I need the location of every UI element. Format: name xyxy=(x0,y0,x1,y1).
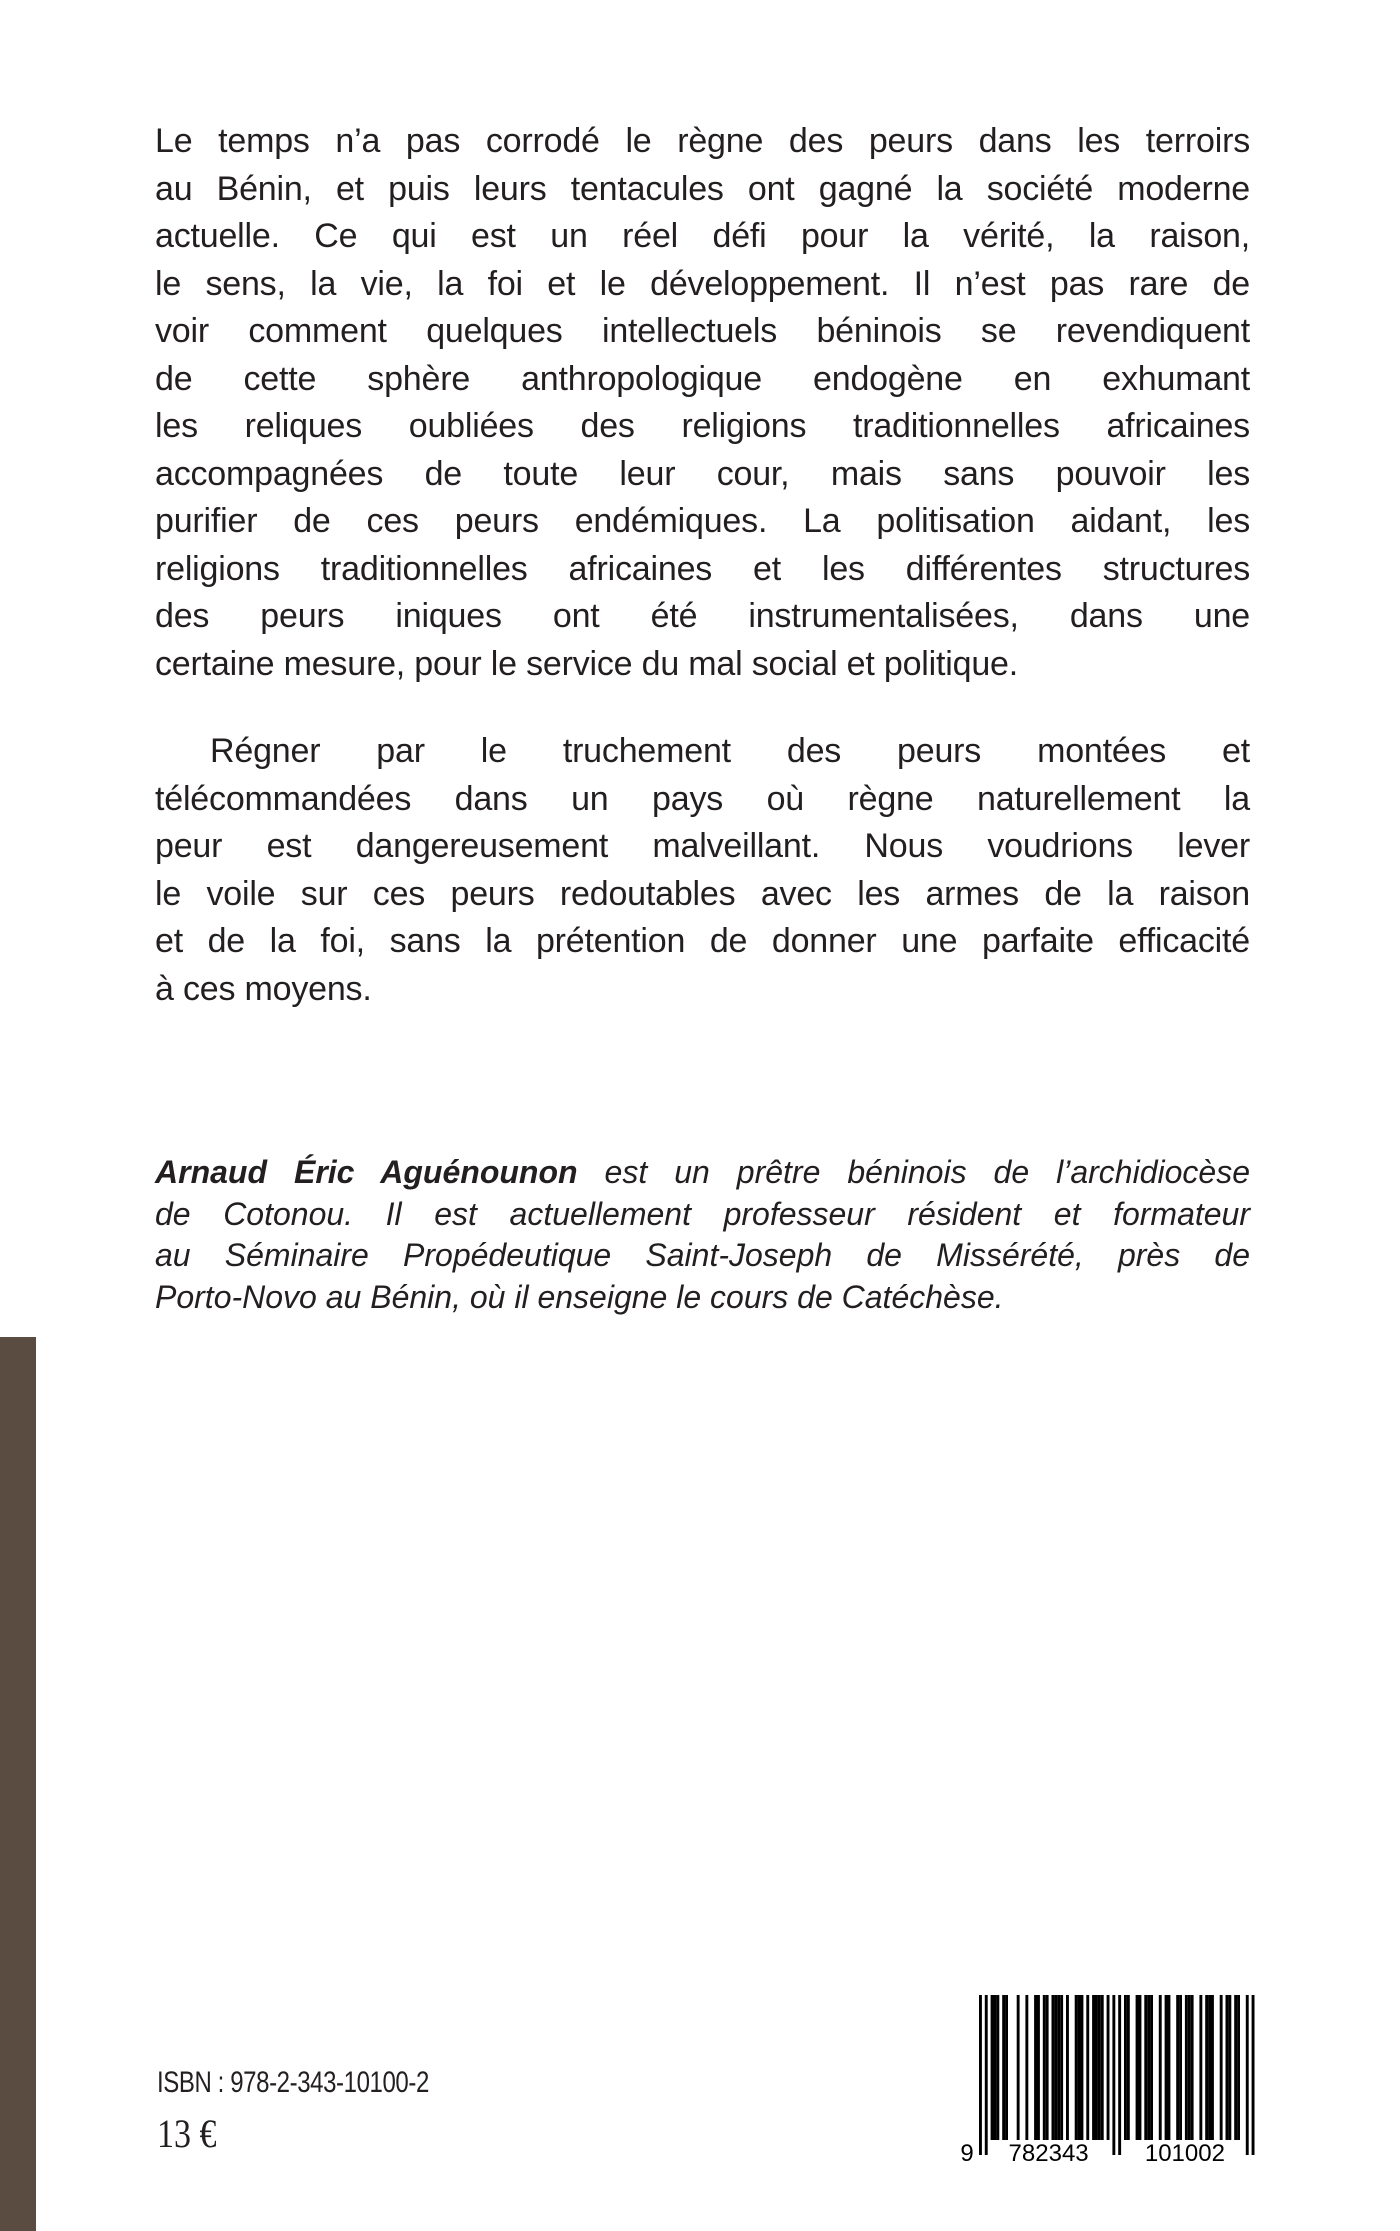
barcode-bar xyxy=(1037,1995,1040,2140)
text-line: le voile sur ces peurs redoutables avec les armes de la raison xyxy=(155,874,1250,913)
barcode-bar xyxy=(991,1995,994,2140)
barcode-bar xyxy=(1086,1995,1089,2140)
barcode-bar xyxy=(1092,1995,1095,2140)
barcode-bar xyxy=(1112,1995,1115,2155)
barcode-bar xyxy=(1101,1995,1104,2140)
price: 13 € xyxy=(157,2111,217,2156)
barcode-bar xyxy=(994,1995,997,2140)
spine-color-bar xyxy=(0,1337,36,2231)
barcode-bar xyxy=(1081,1995,1084,2140)
text-line: les reliques oubliées des religions traditionnelles africaines xyxy=(155,407,1250,445)
barcode-bar xyxy=(1066,1995,1069,2140)
barcode-bar xyxy=(1002,1995,1005,2140)
barcode-bar xyxy=(1208,1995,1211,2140)
barcode-bar xyxy=(1127,1995,1130,2140)
barcode-bar xyxy=(1046,1995,1049,2140)
barcode-bar xyxy=(1118,1995,1121,2155)
barcode-bar xyxy=(1188,1995,1191,2140)
barcode-bar xyxy=(1078,1995,1081,2140)
barcode-bar xyxy=(1060,1995,1063,2140)
text-line: Régner par le truchement des peurs montées et xyxy=(210,732,1250,770)
barcode-bar xyxy=(979,1995,982,2155)
barcode-bar xyxy=(1176,1995,1179,2140)
barcode-digits: 9 xyxy=(960,2140,974,2165)
text-line: le sens, la vie, la foi et le développement. Il n’est pas rare de xyxy=(155,264,1250,303)
barcode-bar xyxy=(1199,1995,1202,2140)
barcode-digits: 101002 xyxy=(1144,2140,1225,2165)
barcode-bar xyxy=(1150,1995,1153,2140)
barcode-bar xyxy=(1025,1995,1028,2140)
barcode-bar xyxy=(1246,1995,1249,2155)
barcode-bar xyxy=(1043,1995,1046,2140)
barcode-bar xyxy=(985,1995,988,2155)
barcode-bar xyxy=(1098,1995,1101,2140)
blurb-paragraph-2 xyxy=(155,728,1250,1013)
text-line: au Bénin, et puis leurs tentacules ont gagné la société moderne xyxy=(155,169,1250,208)
text-line: certaine mesure, pour le service du mal social et politique. xyxy=(155,644,1018,683)
bio-line: au Séminaire Propédeutique Saint-Joseph de Missérété, près de xyxy=(155,1237,1250,1274)
barcode-bar xyxy=(1220,1995,1223,2140)
text-line: actuelle. Ce qui est un réel défi pour la vérité, la raison, xyxy=(155,217,1250,255)
barcode-bar xyxy=(1205,1995,1208,2140)
text-line: et de la foi, sans la prétention de donner une parfaite efficacité xyxy=(155,922,1250,960)
barcode-bar xyxy=(1005,1995,1008,2140)
text-line: voir comment quelques intellectuels béninois se revendiquent xyxy=(155,312,1250,350)
text-line: peur est dangereusement malveillant. Nous voudrions lever xyxy=(155,827,1250,865)
barcode-bar xyxy=(1139,1995,1142,2140)
barcode-bar xyxy=(1095,1995,1098,2140)
bio-line: Porto-Novo au Bénin, où il enseigne le cours de Catéchèse. xyxy=(155,1279,1004,1316)
barcode-bar xyxy=(1168,1995,1171,2140)
isbn-text: ISBN : 978-2-343-10100-2 xyxy=(157,2066,429,2099)
barcode-digits: 782343 xyxy=(1008,2140,1089,2165)
barcode-bar xyxy=(1234,1995,1237,2140)
barcode-bar xyxy=(1237,1995,1240,2140)
barcode-bar xyxy=(1136,1995,1139,2140)
barcode-bar xyxy=(1179,1995,1182,2140)
barcode-bar xyxy=(1107,1995,1110,2140)
barcode-bar xyxy=(1075,1995,1078,2140)
barcode-bar xyxy=(1165,1995,1168,2140)
barcode-bar xyxy=(1226,1995,1229,2140)
text-line: Le temps n’a pas corrodé le règne des peurs dans les terroirs xyxy=(155,122,1250,160)
barcode-bar xyxy=(1034,1995,1037,2140)
text-line: purifier de ces peurs endémiques. La politisation aidant, les xyxy=(155,502,1250,540)
barcode-bar xyxy=(1124,1995,1127,2140)
blurb-paragraph-1 xyxy=(155,118,1250,688)
bio-line xyxy=(155,1152,1250,1194)
barcode-bar xyxy=(1057,1995,1060,2140)
barcode-bar xyxy=(1017,1995,1020,2140)
barcode-bar xyxy=(1159,1995,1162,2140)
text-line: à ces moyens. xyxy=(155,969,372,1008)
barcode-bar xyxy=(1252,1995,1255,2155)
barcode-bar xyxy=(1147,1995,1150,2140)
text-line: religions traditionnelles africaines et les différentes structures xyxy=(155,549,1250,588)
author-name: Arnaud Éric Aguénounon xyxy=(155,1154,578,1190)
text-line: des peurs iniques ont été instrumentalisées, dans une xyxy=(155,597,1250,635)
text-line: de cette sphère anthropologique endogène en exhumant xyxy=(155,359,1250,398)
bio-line: de Cotonou. Il est actuellement professeur résident et formateur xyxy=(155,1195,1250,1232)
isbn-barcode xyxy=(955,1990,1265,2165)
text-line: télécommandées dans un pays où règne naturellement la xyxy=(155,779,1250,818)
barcode-bar xyxy=(1144,1995,1147,2140)
barcode-bar xyxy=(996,1995,999,2140)
bio-text: est un prêtre béninois de l’archidiocèse xyxy=(577,1154,1250,1190)
barcode-bar xyxy=(1185,1995,1188,2140)
barcode-bar xyxy=(1228,1995,1231,2140)
barcode-bar xyxy=(1052,1995,1055,2140)
barcode-bar xyxy=(1211,1995,1214,2140)
barcode-bar xyxy=(1191,1995,1194,2140)
text-line: accompagnées de toute leur cour, mais sans pouvoir les xyxy=(155,454,1250,493)
author-bio xyxy=(155,1152,1250,1319)
barcode-bar xyxy=(1054,1995,1057,2140)
